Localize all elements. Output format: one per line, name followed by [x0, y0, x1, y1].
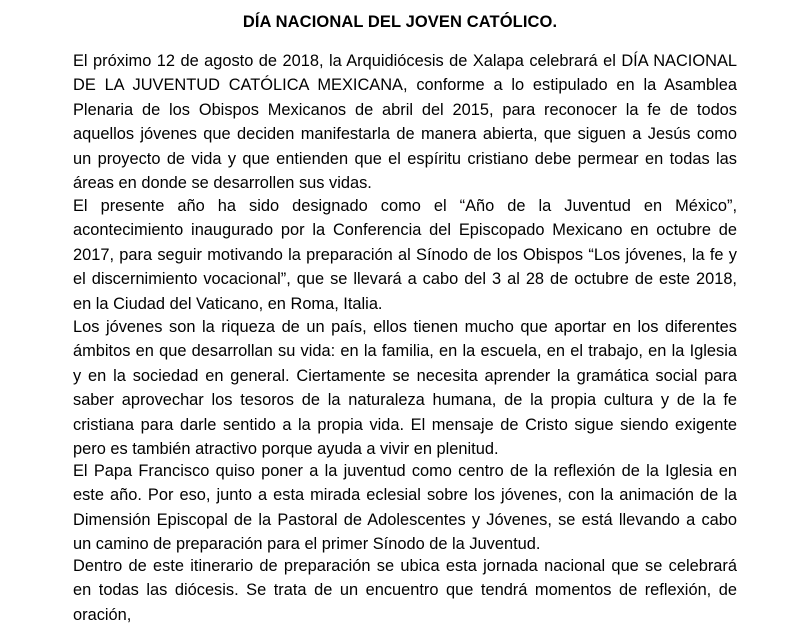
paragraph-2: El presente año ha sido designado como el “Año de la Juventud en México”, acontecimiento inaugurado por la Conferencia del Episcopado Mexicano en octubre de 2017, para seguir motivando la preparación al Sínodo de los Obispos “Los jóvenes, la fe y el discernimiento vocacional”, que se llevará a cabo del 3 al 28 de octubre de este 2018, en la Ciudad del Vaticano, en Roma, Italia.	[73, 197, 737, 313]
paragraph-3: Los jóvenes son la riqueza de un país, ellos tienen mucho que aportar en los diferentes ámbitos en que desarrollan su vida: en la familia, en la escuela, en el trabajo, en la Iglesia y en la sociedad en general. Ciertamente se necesita aprender la gramática social para saber aprovechar los tesoros de la naturaleza humana, de la propia cultura y de la fe cristiana para darle sentido a la propia vida. El mensaje de Cristo sigue siendo exigente pero es también atractivo porque ayuda a vivir en plenitud.	[73, 318, 737, 459]
document-title: DÍA NACIONAL DEL JOVEN CATÓLICO.	[242, 13, 558, 31]
paragraph-1: El próximo 12 de agosto de 2018, la Arquidiócesis de Xalapa celebrará el DÍA NACIONAL DE LA JUVENTUD CATÓLICA MEXICANA, conforme a lo estipulado en la Asamblea Plenaria de los Obispos Mexicanos de abril del 2015, para reconocer la fe de todos aquellos jóvenes que deciden manifestarla de manera abierta, que siguen a Jesús como un proyecto de vida y que entienden que el espíritu cristiano debe permear en todas las áreas en donde se desarrollen sus vidas.	[73, 52, 737, 193]
paragraph-5: Dentro de este itinerario de preparación se ubica esta jornada nacional que se celebrará en todas las diócesis. Se trata de un encuentro que tendrá momentos de reflexión, de oración,	[73, 557, 737, 624]
paragraph-4: El Papa Francisco quiso poner a la juventud como centro de la reflexión de la Iglesia en este año. Por eso, junto a esta mirada eclesial sobre los jóvenes, con la animación de la Dimensión Episcopal de la Pastoral de Adolescentes y Jóvenes, se está llevando a cabo un camino de preparación para el primer Sínodo de la Juventud.	[73, 462, 737, 554]
